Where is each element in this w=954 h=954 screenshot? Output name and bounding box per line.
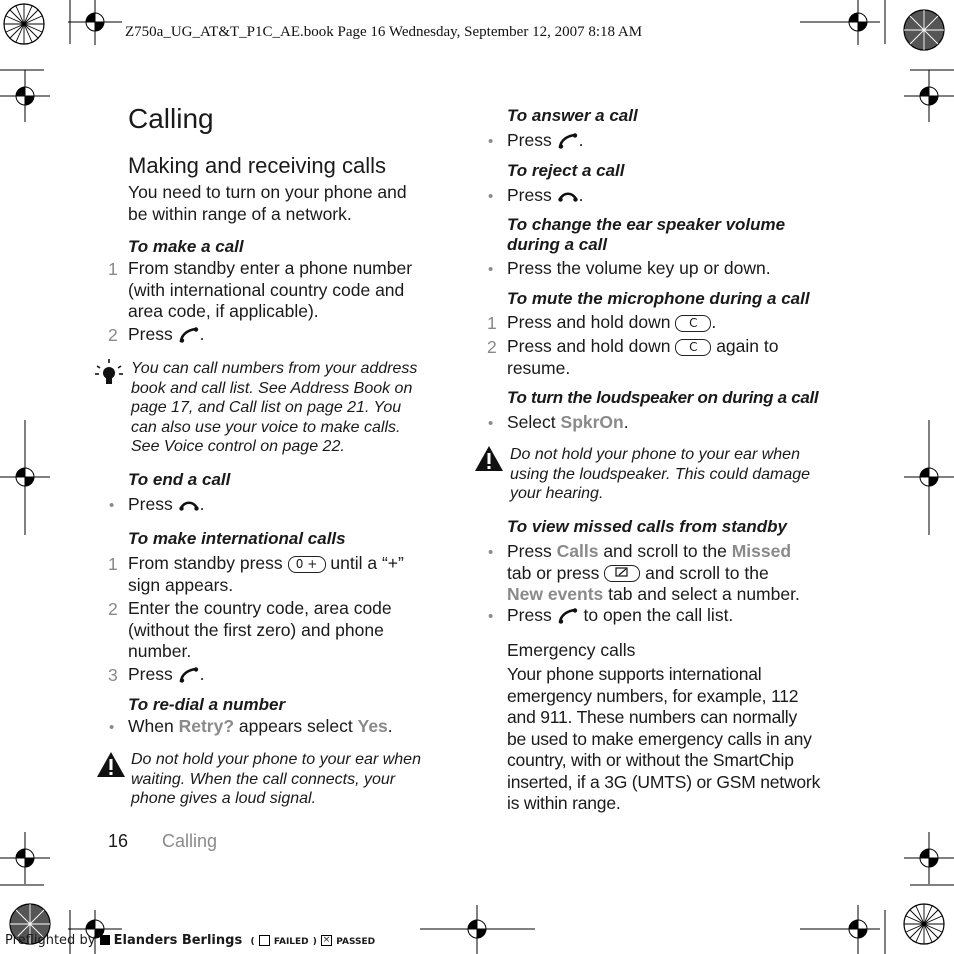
bullet: • [488,608,494,625]
page-title: Calling [128,103,214,134]
warning-note: Do not hold your phone to your ear when using the loudspeaker. This could damage your hearing. [510,446,811,502]
call-handset-icon [178,667,200,683]
preflight-stamp: Preflighted by Elanders Berlings ( FAILED ) × PASSED [5,933,376,948]
step-number: 2 [108,599,118,619]
bullet: • [488,544,494,561]
step-number: 2 [108,325,118,345]
emergency-text: Your phone supports international emergency numbers, for example, 112 and 911. These numbers can normally be used to make emergency calls in any country, with or without the SmartChip inserted, if a 3G (UMTS) or GSM network is within range. [507,664,821,813]
bullet: • [109,719,115,736]
step-number: 3 [108,665,118,685]
step-number: 1 [108,259,118,279]
warning-triangle-icon [474,445,504,472]
end-call-handset-icon [557,189,579,203]
end-call-handset-icon [178,498,200,512]
clear-key-icon: C [675,315,711,332]
volume-step: Press the volume key up or down. [507,258,771,278]
make-call-step-2: Press . [128,324,205,344]
reject-heading: To reject a call [507,161,625,180]
warning-triangle-icon [96,751,126,778]
lightbulb-icon [94,358,124,388]
missed-heading: To view missed calls from standby [507,517,787,536]
bullet: • [488,261,494,278]
bullet: • [488,133,494,150]
mute-step-1: Press and hold down C . [507,312,717,332]
volume-heading: To change the ear speaker volume during a call [507,215,786,254]
print-header: Z750a_UG_AT&T_P1C_AE.book Page 16 Wednesday, September 12, 2007 8:18 AM [125,24,643,40]
section-title: Making and receiving calls [128,153,387,178]
bullet: • [488,188,494,205]
clear-key-icon: C [675,339,711,356]
intl-step-3: Press . [128,664,205,684]
make-call-step-1: From standby enter a phone number (with international country code and area code, if applicable). [128,258,413,321]
missed-step-1: Press Calls and scroll to the Missed tab or press and scroll to the New events tab and select a number. [507,541,800,604]
step-number: 1 [487,313,497,333]
page-number: 16 [108,831,129,851]
emergency-heading: Emergency calls [507,640,636,660]
reject-step: Press . [507,185,584,205]
footer-section: Calling [162,831,218,851]
call-handset-icon [178,327,200,343]
failed-checkbox-icon [259,935,270,946]
end-call-step: Press . [128,494,205,514]
end-call-heading: To end a call [128,470,231,489]
intl-heading: To make international calls [128,529,346,548]
call-handset-icon [557,608,579,624]
mute-step-2: Press and hold down C again to resume. [507,336,779,378]
passed-checkbox-icon: × [322,935,331,945]
menu-key-icon [604,565,640,582]
bullet: • [488,415,494,432]
bullet: • [109,497,115,514]
answer-step: Press . [507,130,584,150]
answer-heading: To answer a call [507,106,638,125]
intl-step-1: From standby press 0 + until a “+” sign appears. [128,553,404,595]
speaker-heading: To turn the loudspeaker on during a call [507,388,819,407]
speaker-step: Select SpkrOn. [507,412,629,432]
intro-text: You need to turn on your phone and be within range of a network. [128,182,407,224]
missed-step-2: Press to open the call list. [507,605,734,625]
tip-note: You can call numbers from your address book and call list. See Address Book on page 17, and Call list on page 21. You can also use your voice to make calls. See Voice control on page 22. [131,360,418,455]
elanders-logo-icon [100,935,110,945]
mute-heading: To mute the microphone during a call [507,289,810,308]
zero-plus-key-icon: 0 + [288,556,326,573]
make-call-heading: To make a call [128,237,244,256]
step-number: 2 [487,337,497,357]
step-number: 1 [108,554,118,574]
redial-step: When Retry? appears select Yes. [128,716,393,736]
redial-heading: To re-dial a number [128,695,286,714]
intl-step-2: Enter the country code, area code (without the first zero) and phone number. [128,598,392,661]
call-handset-icon [557,133,579,149]
warning-note: Do not hold your phone to your ear when waiting. When the call connects, your phone gives a loud signal. [131,751,421,807]
